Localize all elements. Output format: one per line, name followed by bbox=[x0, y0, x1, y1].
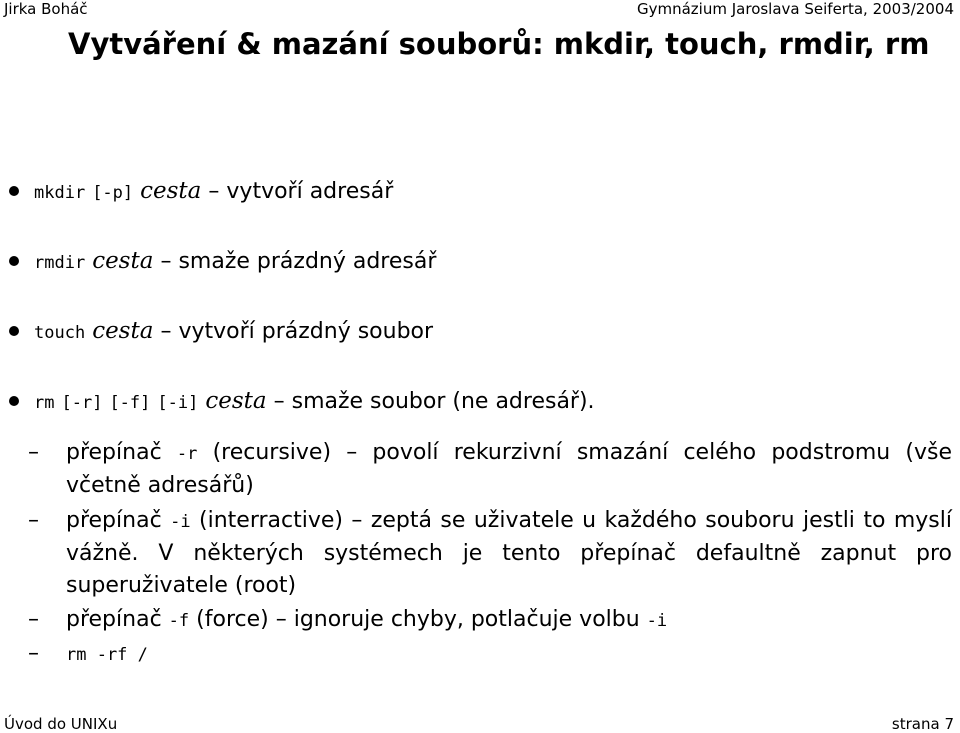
switch-description: (interractive) – zeptá se uživatele u každého souboru jestli to myslí vážně. V některých systémech je tento přepínač defaultně zapnut pro superuživatele (root) bbox=[66, 508, 952, 598]
sublist-item-i bbox=[28, 505, 952, 602]
command-option: [-p] bbox=[92, 183, 134, 203]
bullet-icon bbox=[9, 326, 19, 336]
separator-dash: – bbox=[273, 389, 285, 414]
separator-dash: – bbox=[208, 179, 220, 204]
switch-flag: -r bbox=[176, 444, 198, 464]
sublist-item-f bbox=[28, 604, 952, 637]
code-snippet: rm -rf / bbox=[66, 645, 148, 665]
switch-label: přepínač bbox=[66, 440, 162, 465]
switch-description: (recursive) – povolí rekurzivní smazání celého podstromu (vše včetně adresářů) bbox=[66, 440, 953, 498]
command-name: touch bbox=[34, 323, 86, 343]
bullet-icon bbox=[9, 396, 19, 406]
dash-marker: – bbox=[28, 607, 39, 632]
command-argument: cesta bbox=[92, 248, 154, 274]
separator-dash: – bbox=[160, 249, 172, 274]
bullet-icon bbox=[9, 186, 19, 196]
dash-marker: – bbox=[28, 641, 39, 666]
list-item-rmdir bbox=[34, 246, 436, 278]
switch-flag-secondary: -i bbox=[646, 611, 668, 631]
command-description: smaže soubor (ne adresář). bbox=[291, 389, 595, 414]
command-name: mkdir bbox=[34, 183, 86, 203]
command-name: rmdir bbox=[34, 253, 86, 273]
command-option-f: [-f] bbox=[109, 393, 151, 413]
list-item-mkdir bbox=[34, 176, 393, 208]
list-item-rm bbox=[34, 386, 595, 418]
list-item-touch bbox=[34, 316, 433, 348]
dash-marker: – bbox=[28, 440, 39, 465]
command-option-r: [-r] bbox=[61, 393, 103, 413]
command-argument: cesta bbox=[140, 178, 202, 204]
dash-marker: – bbox=[28, 508, 39, 533]
switch-flag: -f bbox=[168, 611, 190, 631]
header-author: Jirka Boháč bbox=[4, 0, 88, 18]
switch-description: (force) – ignoruje chyby, potlačuje volbu bbox=[196, 607, 640, 632]
switch-flag: -i bbox=[170, 512, 191, 532]
page-title: Vytváření & mazání souborů: mkdir, touch, rmdir, rm bbox=[68, 27, 930, 61]
command-argument: cesta bbox=[205, 388, 267, 414]
command-name: rm bbox=[34, 393, 55, 413]
header-school: Gymnázium Jaroslava Seiferta, 2003/2004 bbox=[637, 0, 954, 18]
command-description: vytvoří prázdný soubor bbox=[178, 319, 434, 344]
sublist-item-rmrf bbox=[28, 638, 952, 671]
command-argument: cesta bbox=[92, 318, 154, 344]
switch-label: přepínač bbox=[66, 508, 162, 533]
command-description: smaže prázdný adresář bbox=[178, 249, 437, 274]
separator-dash: – bbox=[160, 319, 172, 344]
switch-label: přepínač bbox=[66, 607, 162, 632]
sublist-item-r bbox=[28, 437, 953, 502]
bullet-icon bbox=[9, 256, 19, 266]
command-option-i: [-i] bbox=[157, 393, 199, 413]
footer-page-number: strana 7 bbox=[891, 715, 954, 733]
footer-course: Úvod do UNIXu bbox=[4, 715, 118, 733]
command-description: vytvoří adresář bbox=[226, 179, 394, 204]
